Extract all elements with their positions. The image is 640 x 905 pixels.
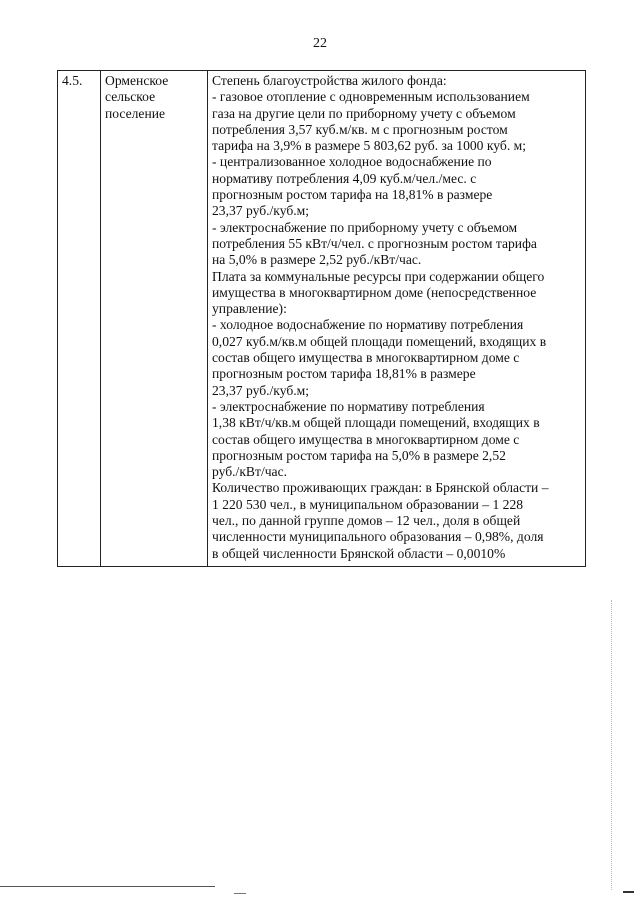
- description-line: прогнозным ростом тарифа 18,81% в размере: [212, 366, 476, 382]
- bottom-dash: [234, 893, 246, 894]
- description-line: - электроснабжение по приборному учету с объемом: [212, 219, 518, 235]
- description-line: Плата за коммунальные ресурсы при содержании общего: [212, 268, 545, 284]
- description-line: 23,37 руб./куб.м;: [212, 382, 310, 398]
- description-line: Количество проживающих граждан: в Брянской области –: [212, 480, 549, 496]
- description-line: - холодное водоснабжение по нормативу потребления: [212, 317, 524, 333]
- description-line: численности муниципального образования – 0,98%, доля: [212, 529, 544, 545]
- settlement-name-line: Орменское: [105, 73, 169, 88]
- description-line: прогнозным ростом тарифа на 5,0% в размере 2,52: [212, 447, 506, 463]
- description-line: - электроснабжение по нормативу потребления: [212, 398, 485, 414]
- description-line: состав общего имущества в многоквартирном доме с: [212, 431, 520, 447]
- description-cell: [208, 71, 586, 567]
- description-line: чел., по данной группе домов – 12 чел., доля в общей: [212, 513, 521, 529]
- description-line: прогнозным ростом тарифа на 18,81% в размере: [212, 187, 493, 203]
- description-line: нормативу потребления 4,09 куб.м/чел./мес. с: [212, 170, 477, 186]
- settlement-name-line: поселение: [105, 105, 166, 121]
- description-line: 1,38 кВт/ч/кв.м общей площади помещений, входящих в: [212, 415, 540, 431]
- corner-mark: [623, 891, 634, 893]
- description-line: тарифа на 3,9% в размере 5 803,62 руб. за 1000 куб. м;: [212, 138, 526, 154]
- description-line: в общей численности Брянской области – 0,0010%: [212, 545, 506, 561]
- description-line: потребления 55 кВт/ч/чел. с прогнозным ростом тарифа: [212, 235, 537, 251]
- settlement-cell: [101, 71, 208, 567]
- description-line: - газовое отопление с одновременным использованием: [212, 89, 530, 105]
- description-line: газа на другие цели по приборному учету с объемом: [212, 105, 516, 121]
- description-line: 0,027 куб.м/кв.м общей площади помещений, входящих в: [212, 333, 547, 349]
- description-line: управление):: [212, 301, 287, 317]
- description-line: имущества в многоквартирном доме (непосредственное: [212, 284, 537, 300]
- description-line: на 5,0% в размере 2,52 руб./кВт/час.: [212, 252, 422, 268]
- page-number: 22: [313, 36, 327, 51]
- description-line: 1 220 530 чел., в муниципальном образовании – 1 228: [212, 496, 524, 512]
- row-number: 4.5.: [62, 73, 83, 88]
- description-line: Степень благоустройства жилого фонда:: [212, 73, 447, 88]
- description-line: состав общего имущества в многоквартирном доме с: [212, 350, 520, 366]
- row-number-cell: [58, 71, 101, 567]
- description-line: руб./кВт/час.: [212, 464, 288, 480]
- settlement-name-line: сельское: [105, 89, 156, 105]
- bottom-rule: [0, 886, 215, 887]
- table-row: [58, 71, 586, 567]
- description-line: потребления 3,57 куб.м/кв. м с прогнозным ростом: [212, 121, 508, 137]
- tariff-table: [57, 70, 586, 567]
- description-line: - централизованное холодное водоснабжение по: [212, 154, 492, 170]
- description-line: 23,37 руб./куб.м;: [212, 203, 310, 219]
- scan-edge-artifact: [611, 600, 612, 890]
